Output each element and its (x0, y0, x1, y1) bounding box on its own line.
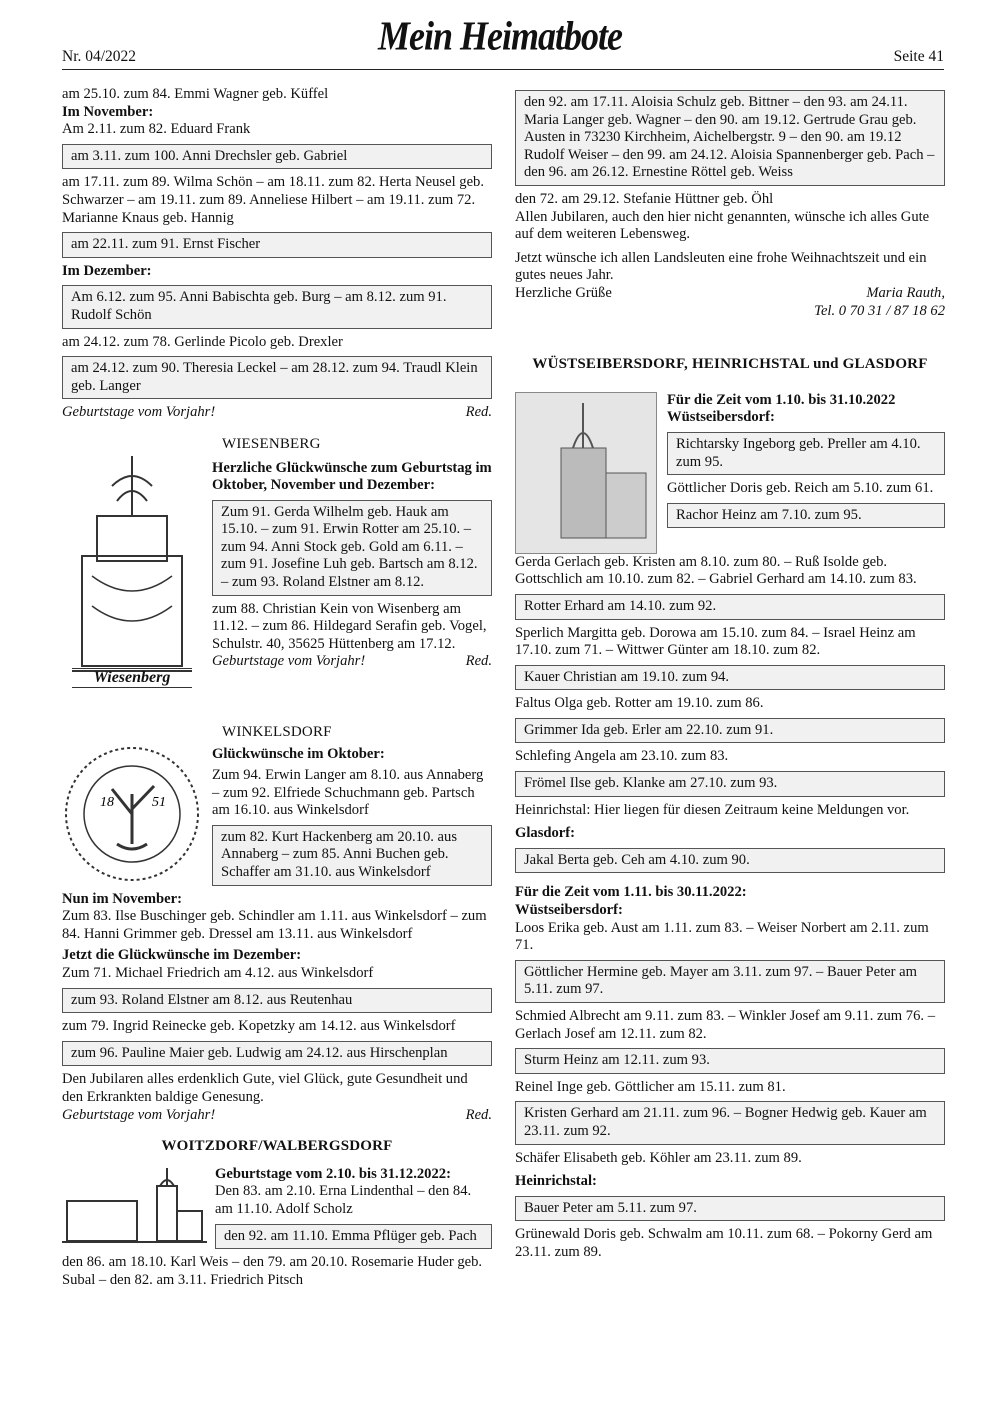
footnote: Geburtstage vom Vorjahr! (212, 653, 366, 670)
entry: Zum 83. Ilse Buschinger geb. Schindler am 1.11. aus Winkelsdorf – zum 84. Hanni Grimmer geb. Dressel am 13.11. aus Winkelsdorf (62, 908, 487, 942)
footnote-row (62, 1107, 492, 1125)
section-title: WOITZDORF/WALBERGSDORF (161, 1138, 393, 1155)
emblem-caption: Wiesenberg (72, 668, 192, 688)
editor-mark: Red. (465, 404, 492, 421)
entry: am 17.11. zum 89. Wilma Schön – am 18.11. zum 82. Herta Neusel geb. Schwarzer – am 19.11. zum 89. Anneliese Hilbert – am 19.11. zum 72. Marianne Knaus geb. Hannig (62, 174, 485, 226)
section-title: WINKELSDORF (222, 723, 332, 740)
author: Maria Rauth, (866, 284, 945, 301)
boxed-entry: am 3.11. zum 100. Anni Drechsler geb. Gabriel (62, 144, 492, 170)
place-heading: Wüstseibersdorf: (667, 409, 775, 426)
place-heading: Glasdorf: (515, 825, 575, 842)
boxed-entry: Kauer Christian am 19.10. zum 94. (515, 665, 945, 691)
footnote: Geburtstage vom Vorjahr! (62, 404, 216, 421)
church-photo-icon (516, 393, 656, 553)
section-title: WIESENBERG (222, 435, 321, 452)
entry: am 24.12. zum 78. Gerlinde Picolo geb. Drexler (62, 333, 343, 350)
entry: Grünewald Doris geb. Schwalm am 10.11. zum 68. – Pokorny Gerd am 23.11. zum 89. (515, 1226, 933, 1260)
place-heading: Heinrichstal: (515, 1173, 597, 1190)
entry: am 25.10. zum 84. Emmi Wagner geb. Küffel (62, 86, 329, 102)
month-heading: Nun im November: (62, 890, 182, 907)
entry: zum 79. Ingrid Reinecke geb. Kopetzky am 14.12. aus Winkelsdorf (62, 1018, 456, 1035)
winkelsdorf-section (62, 724, 492, 891)
boxed-entry: Am 6.12. zum 95. Anni Babischta geb. Burg – am 8.12. zum 91. Rudolf Schön (62, 285, 492, 328)
entry: Göttlicher Doris geb. Reich am 5.10. zum 61. (667, 480, 934, 497)
left-column (62, 86, 492, 1289)
church-icon (62, 1166, 207, 1246)
entry: Loos Erika geb. Aust am 1.11. zum 83. – Weiser Norbert am 2.11. zum 71. (515, 919, 929, 954)
editor-mark: Red. (465, 1106, 492, 1123)
entry: Den Jubilaren alles erdenklich Gute, viel Glück, gute Gesundheit und den Erkrankten baldige Genesung. (62, 1071, 468, 1105)
boxed-entry: Göttlicher Hermine geb. Mayer am 3.11. zum 97. – Bauer Peter am 5.11. zum 97. (515, 960, 945, 1003)
boxed-entry: am 24.12. zum 90. Theresia Leckel – am 28.12. zum 94. Traudl Klein geb. Langer (62, 356, 492, 399)
month-heading: Jetzt die Glückwünsche im Dezember: (62, 947, 302, 964)
entry: Sperlich Margitta geb. Dorowa am 15.10. zum 84. – Israel Heinz am 17.10. zum 71. – Wittwer Günter am 18.10. zum 82. (515, 624, 916, 659)
boxed-entry: Sturm Heinz am 12.11. zum 93. (515, 1048, 945, 1074)
wuestseibersdorf-block (515, 392, 945, 554)
boxed-entry: Zum 91. Gerda Wilhelm geb. Hauk am 15.10. – zum 91. Erwin Rotter am 25.10. – zum 94. Anni Stock geb. Gold am 6.11. – zum 91. Josefine Luh geb. Bartsch am 8.12. – zum 93. Roland Elstner am 8.12. (212, 500, 492, 596)
right-column (515, 90, 945, 1262)
greeting: Herzliche Grüße (515, 284, 612, 301)
boxed-entry: den 92. am 17.11. Aloisia Schulz geb. Bittner – den 93. am 24.11. Maria Langer geb. Wagner – den 90. am 19.12. Gertrude Grau geb. Austen in 73230 Kirchheim, Aichelbergstr. 9 – den 90. am 19.12 Rudolf Weiser – den 99. am 24.12. Aloisia Spannenberger geb. Pach – den 96. am 26.12. Ernestine Röttel geb. Weiss (515, 90, 945, 186)
section-subtitle: Geburtstage vom 2.10. bis 31.12.2022: (215, 1165, 451, 1182)
issue-number: Nr. 04/2022 (62, 48, 137, 65)
entry: den 72. am 29.12. Stefanie Hüttner geb. Öhl (515, 190, 774, 207)
header-rule (62, 69, 944, 70)
entry: Den 83. am 2.10. Erna Lindenthal – den 84. am 11.10. Adolf Scholz (215, 1183, 472, 1217)
place-heading: Wüstseibersdorf: (515, 902, 623, 919)
entry: Faltus Olga geb. Rotter am 19.10. zum 86. (515, 695, 764, 712)
seal-year-a: 18 (100, 794, 114, 810)
signature-row (515, 285, 945, 303)
seal-icon (62, 744, 202, 884)
boxed-entry: Rotter Erhard am 14.10. zum 92. (515, 594, 945, 620)
boxed-entry: Frömel Ilse geb. Klanke am 27.10. zum 93. (515, 771, 945, 797)
boxed-entry: am 22.11. zum 91. Ernst Fischer (62, 232, 492, 258)
boxed-entry: zum 82. Kurt Hackenberg am 20.10. aus Annaberg – zum 85. Anni Buchen geb. Schaffer am 31.10. aus Winkelsdorf (212, 825, 492, 886)
page-number: Seite 41 (893, 48, 944, 65)
footnote-row (212, 653, 492, 671)
entry: zum 88. Christian Kein von Wisenberg am 11.12. – zum 86. Hildegard Serafin geb. Vogel, Schulstr. 40, 35625 Hüttenberg am 17.12. (212, 600, 487, 652)
telephone: Tel. 0 70 31 / 87 18 62 (814, 302, 945, 319)
month-heading: Im November: (62, 103, 154, 120)
wiesenberg-section (62, 436, 492, 706)
entry: Schäfer Elisabeth geb. Köhler am 23.11. zum 89. (515, 1149, 802, 1166)
footnote-row (62, 404, 492, 422)
entry: Jetzt wünsche ich allen Landsleuten eine frohe Weihnachtszeit und ein gutes neues Jahr. (515, 249, 927, 284)
boxed-entry: zum 93. Roland Elstner am 8.12. aus Reutenhau (62, 988, 492, 1014)
boxed-entry: Bauer Peter am 5.11. zum 97. (515, 1196, 945, 1222)
boxed-entry: den 92. am 11.10. Emma Pflüger geb. Pach (215, 1224, 492, 1250)
month-heading: Im Dezember: (62, 262, 152, 279)
editor-mark: Red. (465, 653, 492, 670)
church-photo (515, 392, 657, 554)
boxed-entry: Kristen Gerhard am 21.11. zum 96. – Bogner Hedwig geb. Kauer am 23.11. zum 92. (515, 1101, 945, 1144)
entry: den 86. am 18.10. Karl Weis – den 79. am 20.10. Rosemarie Huder geb. Subal – den 82. am 3.11. Friedrich Pitsch (62, 1254, 483, 1288)
entry: Schlefing Angela am 23.10. zum 83. (515, 748, 729, 765)
boxed-entry: Richtarsky Ingeborg geb. Preller am 4.10. zum 95. (667, 432, 945, 475)
boxed-entry: Rachor Heinz am 7.10. zum 95. (667, 503, 945, 529)
woitzdorf-section (62, 1166, 492, 1254)
boxed-entry: Jakal Berta geb. Ceh am 4.10. zum 90. (515, 848, 945, 874)
section-subtitle: Glückwünsche im Oktober: (212, 745, 385, 762)
entry: Heinrichstal: Hier liegen für diesen Zeitraum keine Meldungen vor. (515, 801, 910, 818)
entry: Schmied Albrecht am 9.11. zum 83. – Winkler Josef am 9.11. zum 76. – Gerlach Josef am 12.11. zum 82. (515, 1008, 935, 1042)
seal-year-b: 51 (152, 794, 166, 810)
entry: Reinel Inge geb. Göttlicher am 15.11. zum 81. (515, 1078, 786, 1095)
section-title: WÜSTSEIBERSDORF, HEINRICHSTAL und GLASDORF (532, 356, 928, 373)
entry: Zum 71. Michael Friedrich am 4.12. aus Winkelsdorf (62, 965, 374, 982)
winkelsdorf-seal (62, 724, 212, 874)
boxed-entry: Grimmer Ida geb. Erler am 22.10. zum 91. (515, 718, 945, 744)
period-heading: Für die Zeit vom 1.10. bis 31.10.2022 (667, 391, 896, 408)
section-subtitle: Herzliche Glückwünsche zum Geburtstag im Oktober, November und Dezember: (212, 459, 492, 494)
footnote: Geburtstage vom Vorjahr! (62, 1106, 216, 1123)
entry: Allen Jubilaren, auch den hier nicht genannten, wünsche ich alles Gute auf dem weiteren Lebensweg. (515, 208, 930, 243)
boxed-entry: zum 96. Pauline Maier geb. Ludwig am 24.12. aus Hirschenplan (62, 1041, 492, 1067)
wiesenberg-emblem (62, 436, 212, 706)
entry: Gerda Gerlach geb. Kristen am 8.10. zum 80. – Ruß Isolde geb. Gottschlich am 10.10. zum 82. – Gabriel Gerhard am 14.10. zum 83. (515, 553, 917, 588)
entry: Am 2.11. zum 82. Eduard Frank (62, 121, 251, 138)
masthead-title: Mein Heimatbote (378, 12, 622, 59)
entry: Zum 94. Erwin Langer am 8.10. aus Annaberg – zum 92. Elfriede Schuchmann geb. Partsch am 16.10. aus Winkelsdorf (212, 767, 484, 819)
period-heading: Für die Zeit vom 1.11. bis 30.11.2022: (515, 884, 747, 901)
